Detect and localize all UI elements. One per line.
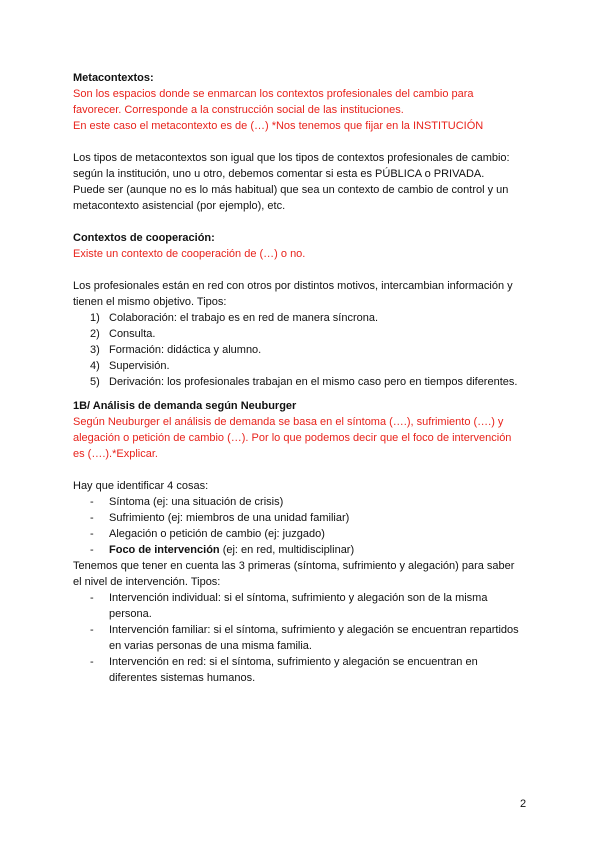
metacontextos-red-line-1: Son los espacios donde se enmarcan los contextos profesionales del cambio para bbox=[73, 88, 474, 100]
metacontextos-red-line-2: favorecer. Corresponde a la construcción social de las instituciones. bbox=[73, 104, 404, 116]
list-dash: - bbox=[90, 528, 94, 540]
neuburger-heading: 1B/ Análisis de demanda según Neuburger bbox=[73, 400, 297, 412]
list-item bbox=[73, 622, 533, 654]
list-dash: - bbox=[90, 496, 94, 508]
neuburger-intro: Hay que identificar 4 cosas: bbox=[73, 480, 209, 492]
list-item bbox=[73, 542, 533, 558]
page-number: 2 bbox=[520, 798, 527, 810]
metacontextos-body-line-1: Los tipos de metacontextos son igual que los tipos de contextos profesionales de cambio: bbox=[73, 152, 510, 164]
neuburger-items-list bbox=[73, 494, 533, 558]
list-item bbox=[73, 342, 533, 358]
cooperacion-intro-line-2: tienen el mismo objetivo. Tipos: bbox=[73, 296, 227, 308]
list-item-text: (ej: en red, multidisciplinar) bbox=[219, 544, 355, 556]
list-item-text: Consulta. bbox=[109, 328, 156, 340]
list-item bbox=[73, 654, 533, 686]
cooperacion-intro-line-1: Los profesionales están en red con otros por distintos motivos, intercambian información y bbox=[73, 280, 513, 292]
cooperacion-types-list bbox=[73, 310, 533, 390]
list-dash: - bbox=[90, 624, 94, 636]
list-item-line: Intervención individual: si el síntoma, sufrimiento y alegación son de la misma bbox=[109, 592, 488, 604]
list-item bbox=[73, 374, 533, 390]
neuburger-red-line-3: es (….).*Explicar. bbox=[73, 448, 158, 460]
list-item bbox=[73, 358, 533, 374]
list-dash: - bbox=[90, 656, 94, 668]
list-item bbox=[73, 494, 533, 510]
metacontextos-heading: Metacontextos: bbox=[73, 72, 154, 84]
list-item-line: Intervención en red: si el síntoma, sufrimiento y alegación se encuentran en bbox=[109, 656, 478, 668]
list-item-text: Formación: didáctica y alumno. bbox=[109, 344, 262, 356]
neuburger-red-line-2: alegación o petición de cambio (…). Por lo que podemos decir que el foco de intervención bbox=[73, 432, 512, 444]
list-item-text: Sufrimiento (ej: miembros de una unidad familiar) bbox=[109, 512, 350, 524]
list-dash: - bbox=[90, 592, 94, 604]
page-content bbox=[73, 70, 533, 686]
neuburger-note-line-2: el nivel de intervención. Tipos: bbox=[73, 576, 221, 588]
list-number: 2) bbox=[90, 328, 100, 340]
intervention-types-list bbox=[73, 590, 533, 686]
list-item bbox=[73, 310, 533, 326]
list-item-bold-text: Foco de intervención bbox=[109, 544, 220, 556]
list-item-line: diferentes sistemas humanos. bbox=[109, 672, 256, 684]
list-dash: - bbox=[90, 544, 94, 556]
list-number: 3) bbox=[90, 344, 100, 356]
neuburger-red-line-1: Según Neuburger el análisis de demanda se basa en el síntoma (….), sufrimiento (….) y bbox=[73, 416, 504, 428]
list-item bbox=[73, 590, 533, 622]
metacontextos-body-line-2: según la institución, uno u otro, debemos comentar si esta es PÚBLICA o PRIVADA. bbox=[73, 168, 485, 180]
list-item-line: persona. bbox=[109, 608, 152, 620]
list-item-text: Síntoma (ej: una situación de crisis) bbox=[109, 496, 284, 508]
list-item bbox=[73, 326, 533, 342]
list-item-text: Alegación o petición de cambio (ej: juzgado) bbox=[109, 528, 325, 540]
list-item-line: en varias personas de una misma familia. bbox=[109, 640, 312, 652]
list-item bbox=[73, 510, 533, 526]
list-number: 1) bbox=[90, 312, 100, 324]
list-dash: - bbox=[90, 512, 94, 524]
metacontextos-body-line-3: Puede ser (aunque no es lo más habitual) que sea un contexto de cambio de control y un bbox=[73, 184, 509, 196]
list-item bbox=[73, 526, 533, 542]
list-item-text: Derivación: los profesionales trabajan en el mismo caso pero en tiempos diferentes. bbox=[109, 376, 518, 388]
list-number: 5) bbox=[90, 376, 100, 388]
metacontextos-body-line-4: metacontexto asistencial (por ejemplo), etc. bbox=[73, 200, 286, 212]
metacontextos-red-line-3: En este caso el metacontexto es de (…) *Nos tenemos que fijar en la INSTITUCIÓN bbox=[73, 120, 484, 132]
neuburger-note-line-1: Tenemos que tener en cuenta las 3 primeras (síntoma, sufrimiento y alegación) para saber bbox=[73, 560, 515, 572]
cooperacion-heading: Contextos de cooperación: bbox=[73, 232, 215, 244]
list-item-text: Colaboración: el trabajo es en red de manera síncrona. bbox=[109, 312, 379, 324]
list-number: 4) bbox=[90, 360, 100, 372]
list-item-line: Intervención familiar: si el síntoma, sufrimiento y alegación se encuentran repartidos bbox=[109, 624, 519, 636]
cooperacion-red-line: Existe un contexto de cooperación de (…) o no. bbox=[73, 248, 306, 260]
list-item-text: Supervisión. bbox=[109, 360, 170, 372]
